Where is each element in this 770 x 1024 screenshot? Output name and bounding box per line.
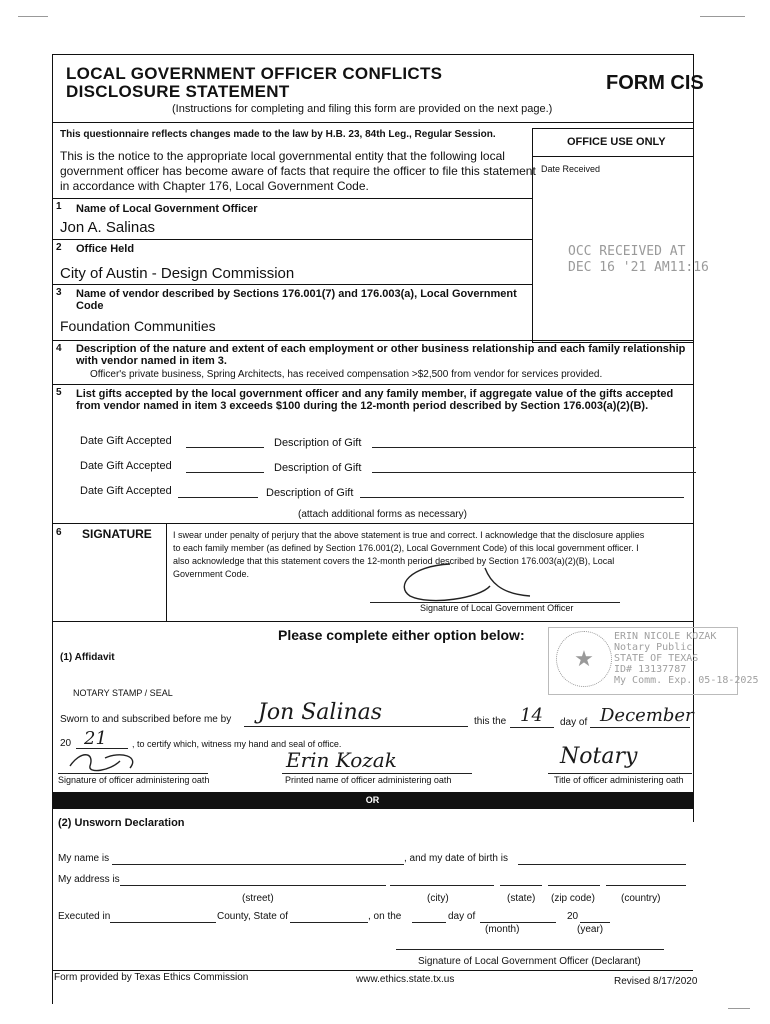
- item3-number: 3: [56, 287, 62, 298]
- gift1-date-field[interactable]: [186, 447, 264, 448]
- attach-note: (attach additional forms as necessary): [298, 509, 467, 520]
- declaration-day-field[interactable]: [412, 922, 446, 923]
- county-state-label: County, State of: [217, 911, 288, 922]
- vendor-name-value[interactable]: Foundation Communities: [60, 318, 216, 334]
- day-line: [510, 727, 554, 728]
- footer-provided-by: Form provided by Texas Ethics Commission: [54, 972, 249, 983]
- form-code: FORM CIS: [606, 72, 704, 94]
- county-field[interactable]: [110, 922, 216, 923]
- item2-label: Office Held: [76, 243, 135, 255]
- item1-number: 1: [56, 201, 62, 212]
- gift2-desc-field[interactable]: [372, 472, 696, 473]
- city-field[interactable]: [390, 885, 494, 886]
- sworn-name-line: [244, 726, 468, 727]
- scan-mark: [18, 16, 48, 17]
- questionnaire-note: This questionnaire reflects changes made to the law by H.B. 23, 84th Leg., Regular Session.: [60, 129, 496, 140]
- certify-text: , to certify which, witness my hand and seal of office.: [132, 739, 342, 749]
- on-the-label: , on the: [368, 911, 402, 922]
- gift1-date-label: Date Gift Accepted: [80, 435, 172, 447]
- scan-mark: [700, 16, 745, 17]
- street-caption: (street): [242, 893, 274, 904]
- scan-mark: [728, 1008, 750, 1009]
- office-held-value[interactable]: City of Austin - Design Commission: [60, 265, 295, 282]
- year-caption: (year): [577, 924, 604, 935]
- signature-section-label: SIGNATURE: [82, 527, 152, 541]
- footer-revised: Revised 8/17/2020: [614, 976, 698, 987]
- title-caption: Title of officer administering oath: [554, 775, 684, 785]
- printed-name-caption: Printed name of officer administering oath: [285, 775, 452, 785]
- month-caption: (month): [485, 924, 520, 935]
- decl-day-of-label: day of: [448, 911, 476, 922]
- gift2-desc-label: Description of Gift: [274, 462, 362, 474]
- declaration-month-field[interactable]: [480, 922, 556, 923]
- birth-date-field[interactable]: [518, 864, 686, 865]
- declaration-year-field[interactable]: [580, 922, 610, 923]
- form-title-line1: LOCAL GOVERNMENT OFFICER CONFLICTS: [66, 64, 443, 83]
- printed-name-handwritten[interactable]: Erin Kozak: [286, 748, 397, 772]
- form-title-line2: DISCLOSURE STATEMENT: [66, 82, 290, 101]
- notary-seal-star-icon: ★: [556, 631, 612, 687]
- notary-stamp-label: NOTARY STAMP / SEAL: [73, 688, 173, 698]
- street-field[interactable]: [120, 885, 386, 886]
- item5-label: List gifts accepted by the local government officer and any family member, if aggregate value of the gifts accepted from vendor named in item 3 exceeds $100 during the 12-month period described by Section 176.003(a)(2)(B).: [76, 388, 674, 412]
- country-field[interactable]: [606, 885, 686, 886]
- state-caption: (state): [507, 893, 536, 904]
- gift1-desc-label: Description of Gift: [274, 437, 362, 449]
- day-handwritten[interactable]: 14: [520, 705, 543, 726]
- state-field[interactable]: [500, 885, 542, 886]
- item4-number: 4: [56, 343, 62, 354]
- gift2-date-field[interactable]: [186, 472, 264, 473]
- declarant-signature-caption: Signature of Local Government Officer (Declarant): [418, 956, 641, 967]
- item4-label: Description of the nature and extent of each employment or other business relationship and each family relationship with vendor named in item 3.: [76, 343, 686, 367]
- gift3-desc-label: Description of Gift: [266, 487, 354, 499]
- notice-text: This is the notice to the appropriate local governmental entity that the following local government officer has become aware of facts that require the officer to file this statement in accordance with Chapter 176, Local Government Code.: [60, 149, 536, 193]
- gift2-date-label: Date Gift Accepted: [80, 460, 172, 472]
- office-use-box: [532, 128, 694, 343]
- gift3-date-label: Date Gift Accepted: [80, 485, 172, 497]
- my-address-label: My address is: [58, 874, 120, 885]
- or-bar: [52, 792, 693, 809]
- office-use-title: OFFICE USE ONLY: [567, 136, 666, 148]
- or-label: OR: [365, 795, 380, 805]
- month-line: [590, 727, 690, 728]
- birth-date-label: , and my date of birth is: [404, 853, 508, 864]
- notary-seal-text: ERIN NICOLE KOZAK Notary Public STATE OF TEXAS ID# 13137787 My Comm. Exp. 05-18-2025: [614, 631, 759, 686]
- month-handwritten[interactable]: December: [600, 705, 694, 726]
- date-received-label: Date Received: [541, 164, 601, 174]
- received-stamp: OCC RECEIVED AT DEC 16 '21 AM11:16: [568, 244, 709, 275]
- relationship-description-value[interactable]: Officer's private business, Spring Architects, has received compensation >$2,500 from vendor for services provided.: [90, 369, 603, 380]
- title-handwritten[interactable]: Notary: [560, 744, 638, 769]
- oath-text: I swear under penalty of perjury that the above statement is true and correct. I acknowledge that the disclosure applies to each family member (as defined by Section 176.001(2), Local Government Code) of this local government officer. I also acknowledge that this statement covers the 12-month period described by Section 176.003(a)(2)(B), Local Government Code.: [173, 530, 645, 579]
- gift3-desc-field[interactable]: [360, 497, 684, 498]
- my-name-label: My name is: [58, 853, 110, 864]
- sworn-name-handwritten[interactable]: Jon Salinas: [258, 700, 383, 725]
- footer-website[interactable]: www.ethics.state.tx.us: [356, 974, 455, 985]
- sworn-text: Sworn to and subscribed before me by: [60, 714, 232, 725]
- city-caption: (city): [427, 893, 449, 904]
- decl-year-prefix: 20: [567, 911, 579, 922]
- zip-field[interactable]: [548, 885, 600, 886]
- day-of-label: day of: [560, 717, 588, 728]
- title-line: [548, 773, 692, 774]
- gift3-date-field[interactable]: [178, 497, 258, 498]
- country-caption: (country): [621, 893, 661, 904]
- state-of-field[interactable]: [290, 922, 368, 923]
- administering-officer-signature-line: [58, 773, 208, 774]
- options-heading: Please complete either option below:: [278, 627, 525, 643]
- executed-in-label: Executed in: [58, 911, 111, 922]
- this-the-label: this the: [474, 716, 507, 727]
- gift1-desc-field[interactable]: [372, 447, 696, 448]
- declarant-name-field[interactable]: [112, 864, 404, 865]
- administering-officer-signature[interactable]: [60, 746, 180, 776]
- item3-label: Name of vendor described by Sections 176.001(7) and 176.003(a), Local Government Code: [76, 288, 517, 312]
- declarant-signature-line[interactable]: [396, 949, 664, 950]
- officer-name-value[interactable]: Jon A. Salinas: [60, 219, 156, 236]
- printed-name-line: [282, 773, 472, 774]
- officer-signature[interactable]: [390, 556, 560, 608]
- officer-signature-caption: Signature of Local Government Officer: [420, 603, 574, 613]
- year-handwritten[interactable]: 21: [84, 728, 107, 749]
- zip-caption: (zip code): [551, 893, 595, 904]
- year-prefix: 20: [60, 738, 72, 749]
- administering-officer-signature-caption: Signature of officer administering oath: [58, 775, 210, 785]
- affidavit-label: (1) Affidavit: [60, 652, 115, 663]
- unsworn-label: (2) Unsworn Declaration: [58, 817, 185, 829]
- item6-number: 6: [56, 527, 62, 538]
- item2-number: 2: [56, 242, 62, 253]
- item5-number: 5: [56, 387, 62, 398]
- item1-label: Name of Local Government Officer: [76, 203, 258, 215]
- instructions-note: (Instructions for completing and filing this form are provided on the next page.): [172, 103, 553, 115]
